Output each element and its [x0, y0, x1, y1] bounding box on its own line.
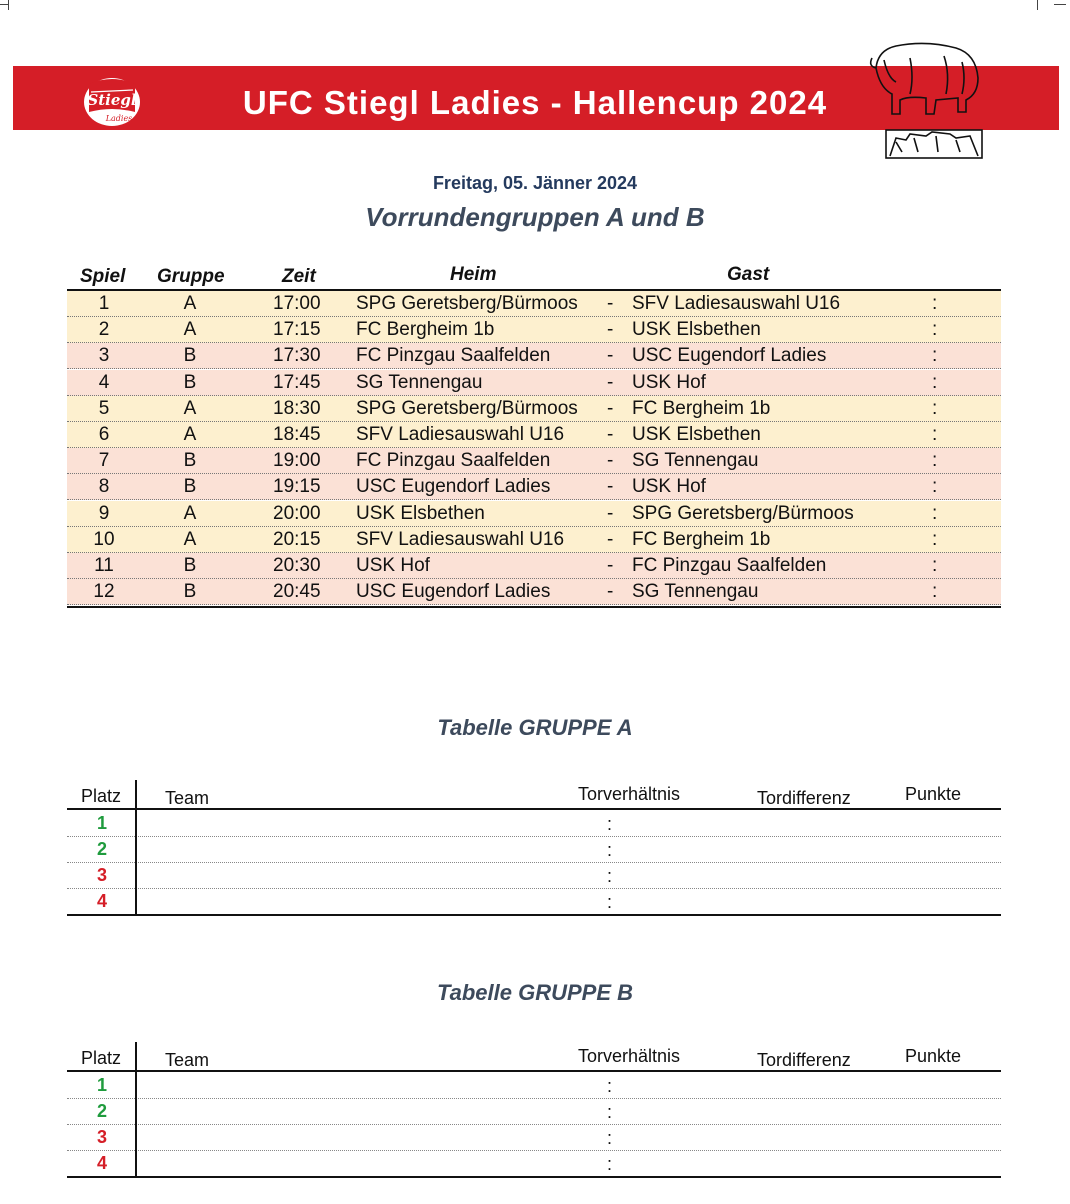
result-colon: : — [932, 397, 938, 419]
col-header-tordifferenz: Tordifferenz — [757, 1050, 851, 1070]
rank-number: 2 — [96, 1101, 107, 1121]
zeit-cell: 20:15 — [273, 528, 321, 550]
rank-number: 3 — [96, 865, 107, 885]
gast-team-cell: USK Hof — [632, 371, 706, 393]
zeit-cell: 20:00 — [273, 502, 321, 524]
schedule-row — [67, 317, 1001, 343]
gast-team-cell: FC Bergheim 1b — [632, 397, 771, 419]
gast-team-cell: USK Elsbethen — [632, 319, 761, 341]
gast-team-cell: USK Hof — [632, 476, 706, 498]
crop-mark-top-left-h — [0, 4, 8, 5]
schedule-subtitle: Vorrundengruppen A und B — [365, 202, 705, 232]
rank-number: 1 — [96, 1075, 107, 1095]
result-colon: : — [932, 528, 938, 550]
spiel-cell: 12 — [93, 581, 115, 603]
heim-team-cell: SPG Geretsberg/Bürmoos — [356, 397, 578, 419]
gast-team-cell: USK Elsbethen — [632, 424, 761, 445]
schedule-row — [67, 527, 1001, 553]
svg-text:Stiegl: Stiegl — [87, 91, 137, 109]
heim-team-cell: SPG Geretsberg/Bürmoos — [356, 293, 578, 314]
schedule-row — [67, 553, 1001, 579]
goal-ratio-colon: : — [607, 1102, 613, 1122]
standings-title-a: Tabelle GRUPPE A — [437, 715, 633, 740]
spiel-cell: 9 — [98, 502, 110, 524]
result-colon: : — [932, 581, 938, 603]
schedule-row — [67, 501, 1001, 527]
zeit-cell: 19:15 — [273, 476, 321, 498]
gast-team-cell: SFV Ladiesauswahl U16 — [632, 293, 841, 314]
zeit-cell: 20:30 — [273, 555, 321, 576]
match-separator: - — [607, 293, 614, 314]
col-header-tordifferenz: Tordifferenz — [757, 788, 851, 808]
col-header-gast: Gast — [727, 264, 770, 285]
schedule-row — [67, 396, 1001, 422]
rank-number: 4 — [96, 1153, 107, 1173]
col-header-platz: Platz — [81, 786, 122, 806]
heim-team-cell: USK Elsbethen — [356, 502, 485, 524]
platz-column-divider — [135, 1042, 137, 1176]
col-header-platz: Platz — [81, 1048, 122, 1068]
match-separator: - — [607, 319, 614, 341]
col-header-punkte: Punkte — [905, 1046, 962, 1066]
gast-team-cell: FC Bergheim 1b — [632, 528, 771, 550]
schedule-row — [67, 422, 1001, 448]
gast-team-cell: SG Tennengau — [632, 581, 759, 603]
heim-team-cell: SFV Ladiesauswahl U16 — [356, 528, 565, 550]
stiegl-logo — [83, 72, 141, 126]
standings-row — [67, 1098, 1001, 1125]
heim-team-cell: SFV Ladiesauswahl U16 — [356, 424, 565, 445]
gast-team-cell: FC Pinzgau Saalfelden — [632, 555, 827, 576]
spiel-cell: 10 — [93, 528, 115, 550]
crop-mark-top-right — [1037, 0, 1048, 10]
zeit-cell: 19:00 — [273, 450, 321, 472]
standings-row — [67, 1072, 1001, 1099]
schedule-row — [67, 370, 1001, 396]
gruppe-cell: A — [183, 528, 197, 550]
gast-team-cell: SPG Geretsberg/Bürmoos — [632, 502, 854, 524]
gast-team-cell: SG Tennengau — [632, 450, 759, 472]
goal-ratio-colon: : — [607, 814, 613, 834]
goal-ratio-colon: : — [607, 1076, 613, 1096]
spiel-cell: 11 — [94, 555, 114, 576]
standings-row — [67, 888, 1001, 915]
spiel-cell: 6 — [98, 424, 110, 445]
goal-ratio-colon: : — [607, 1154, 613, 1174]
goal-ratio-colon: : — [607, 892, 613, 912]
match-separator: - — [607, 424, 614, 445]
schedule-row — [67, 448, 1001, 474]
goal-ratio-colon: : — [607, 1128, 613, 1148]
spiel-cell: 1 — [98, 293, 110, 314]
crop-mark-top-left — [8, 0, 19, 10]
col-header-spiel: Spiel — [80, 266, 126, 287]
result-colon: : — [932, 502, 938, 524]
gruppe-cell: B — [183, 555, 197, 576]
gruppe-cell: A — [183, 293, 197, 314]
schedule-bottom-rule — [67, 606, 1001, 608]
standings-row — [67, 810, 1001, 837]
gruppe-cell: A — [183, 502, 197, 524]
rank-number: 4 — [96, 891, 107, 911]
match-separator: - — [607, 397, 614, 419]
standings-bottom-rule — [67, 914, 1001, 916]
result-colon: : — [932, 371, 938, 393]
heim-team-cell: SG Tennengau — [356, 371, 483, 393]
page-title: UFC Stiegl Ladies - Hallencup 2024 — [242, 84, 828, 121]
match-separator: - — [607, 528, 614, 550]
heim-team-cell: USK Hof — [356, 555, 430, 576]
rank-number: 1 — [96, 813, 107, 833]
result-colon: : — [932, 476, 938, 498]
schedule-row — [67, 474, 1001, 500]
heim-team-cell: USC Eugendorf Ladies — [356, 581, 551, 603]
spiel-cell: 7 — [98, 450, 110, 472]
spiel-cell: 2 — [98, 319, 110, 341]
crop-mark-top-right-h — [1054, 4, 1066, 5]
heim-team-cell: FC Pinzgau Saalfelden — [356, 450, 551, 472]
rank-number: 3 — [96, 1127, 107, 1147]
gruppe-cell: A — [183, 397, 197, 419]
match-separator: - — [607, 476, 614, 498]
zeit-cell: 17:45 — [273, 371, 321, 393]
bison-logo — [866, 38, 986, 160]
rank-number: 2 — [96, 839, 107, 859]
match-separator: - — [607, 345, 614, 367]
gast-team-cell: USC Eugendorf Ladies — [632, 345, 827, 367]
zeit-cell: 17:00 — [273, 293, 321, 314]
col-header-torverhaeltnis: Torverhältnis — [578, 784, 681, 804]
zeit-cell: 18:45 — [273, 424, 321, 445]
spiel-cell: 5 — [98, 397, 110, 419]
match-separator: - — [607, 450, 614, 472]
col-header-punkte: Punkte — [905, 784, 962, 804]
heim-team-cell: FC Bergheim 1b — [356, 319, 495, 341]
spiel-cell: 3 — [98, 345, 110, 367]
gruppe-cell: B — [183, 476, 197, 498]
spiel-cell: 8 — [98, 476, 110, 498]
zeit-cell: 17:15 — [273, 319, 321, 341]
zeit-cell: 18:30 — [273, 397, 321, 419]
schedule-row — [67, 579, 1001, 605]
standings-row — [67, 1124, 1001, 1151]
result-colon: : — [932, 450, 938, 472]
gruppe-cell: B — [183, 371, 197, 393]
gruppe-cell: B — [183, 345, 197, 367]
gruppe-cell: B — [183, 581, 197, 603]
standings-row — [67, 836, 1001, 863]
zeit-cell: 20:45 — [273, 581, 321, 603]
match-separator: - — [607, 581, 614, 603]
result-colon: : — [932, 319, 938, 341]
spiel-cell: 4 — [98, 371, 110, 393]
heim-team-cell: FC Pinzgau Saalfelden — [356, 345, 551, 367]
result-colon: : — [932, 424, 938, 445]
col-header-zeit: Zeit — [282, 266, 316, 287]
svg-text:Ladies: Ladies — [105, 114, 133, 123]
col-header-gruppe: Gruppe — [157, 266, 225, 287]
schedule-row — [67, 343, 1001, 369]
goal-ratio-colon: : — [607, 866, 613, 886]
standings-row — [67, 1150, 1001, 1177]
match-separator: - — [607, 555, 614, 576]
match-separator: - — [607, 371, 614, 393]
result-colon: : — [932, 555, 938, 576]
result-colon: : — [932, 345, 938, 367]
event-date: Freitag, 05. Jänner 2024 — [432, 173, 638, 193]
result-colon: : — [932, 293, 938, 314]
col-header-heim: Heim — [450, 264, 497, 285]
col-header-team: Team — [165, 1050, 210, 1070]
col-header-torverhaeltnis: Torverhältnis — [578, 1046, 681, 1066]
gruppe-cell: A — [183, 319, 197, 341]
standings-row — [67, 862, 1001, 889]
schedule-row — [67, 291, 1001, 317]
standings-bottom-rule — [67, 1176, 1001, 1178]
platz-column-divider — [135, 780, 137, 914]
zeit-cell: 17:30 — [273, 345, 321, 367]
match-separator: - — [607, 502, 614, 524]
gruppe-cell: A — [183, 424, 197, 445]
col-header-team: Team — [165, 788, 210, 808]
goal-ratio-colon: : — [607, 840, 613, 860]
gruppe-cell: B — [183, 450, 197, 472]
heim-team-cell: USC Eugendorf Ladies — [356, 476, 551, 498]
standings-title-b: Tabelle GRUPPE B — [436, 980, 633, 1005]
